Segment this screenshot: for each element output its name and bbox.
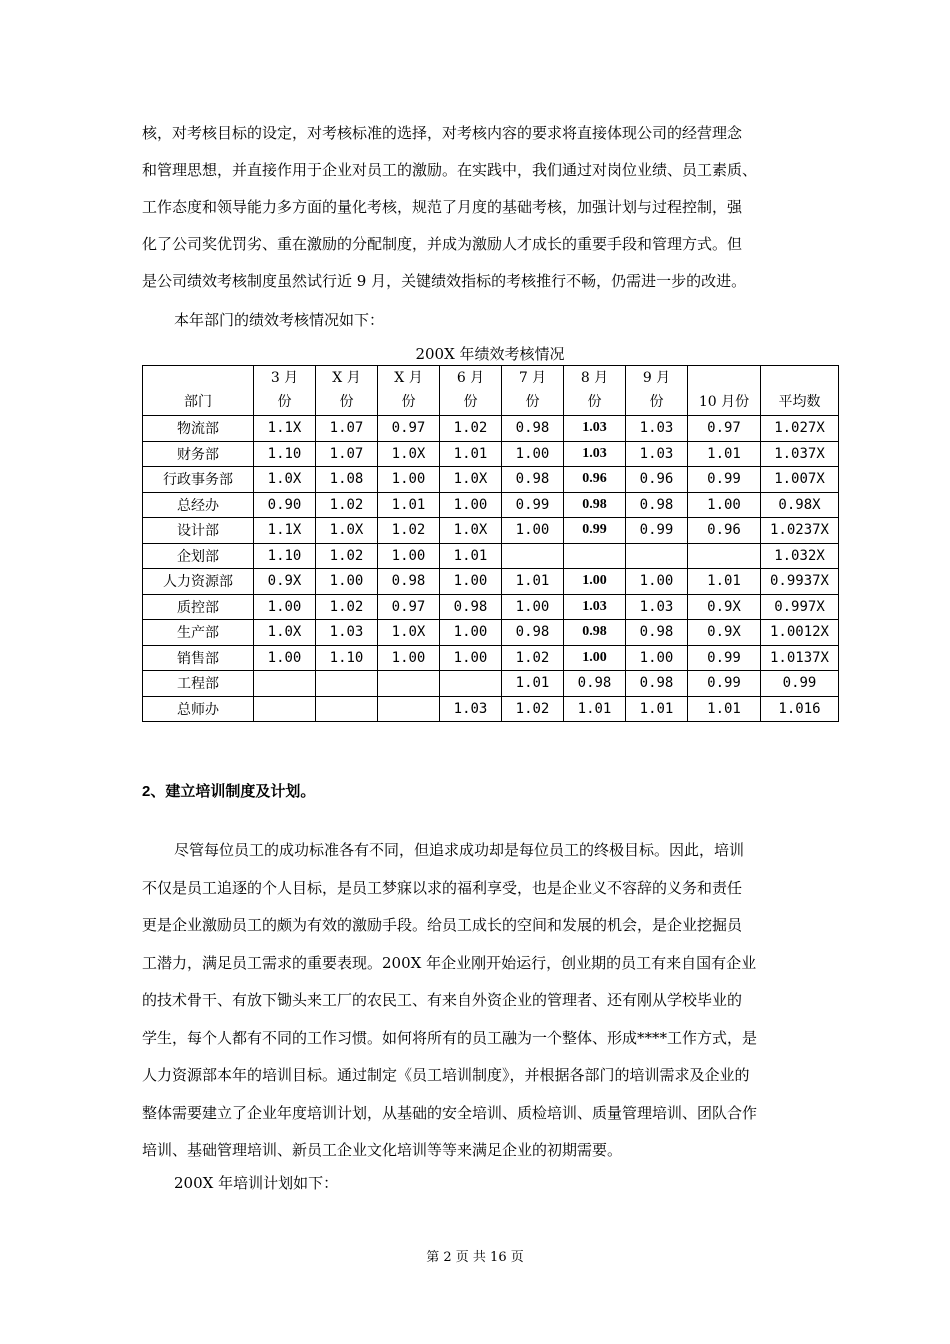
performance-table bbox=[142, 365, 839, 722]
score-cell: 1.02 bbox=[502, 645, 564, 671]
header-month: X 月 份 bbox=[378, 366, 440, 416]
paragraph-training bbox=[142, 832, 814, 1170]
score-cell: 1.007X bbox=[761, 467, 839, 493]
score-cell bbox=[316, 671, 378, 697]
paragraph-line: 更是企业激励员工的颇为有效的激励手段。给员工成长的空间和发展的机会，是企业挖掘员 bbox=[142, 916, 743, 934]
score-cell: 1.00 bbox=[316, 569, 378, 595]
score-cell: 1.02 bbox=[316, 492, 378, 518]
header-month: 3 月 份 bbox=[254, 366, 316, 416]
table-row bbox=[143, 645, 839, 671]
score-cell: 1.00 bbox=[502, 518, 564, 544]
paragraph-line: 的技术骨干、有放下锄头来工厂的农民工、有来自外资企业的管理者、还有刚从学校毕业的 bbox=[142, 991, 743, 1009]
score-cell: 1.0X bbox=[254, 467, 316, 493]
score-cell bbox=[254, 671, 316, 697]
score-cell bbox=[378, 671, 440, 697]
header-month: 6 月 份 bbox=[440, 366, 502, 416]
score-cell: 0.98 bbox=[626, 492, 688, 518]
score-cell: 0.98X bbox=[761, 492, 839, 518]
score-cell: 0.9937X bbox=[761, 569, 839, 595]
dept-cell: 销售部 bbox=[143, 645, 254, 671]
score-cell: 0.96 bbox=[626, 467, 688, 493]
score-cell: 1.00 bbox=[440, 620, 502, 646]
score-cell: 1.02 bbox=[316, 594, 378, 620]
score-cell: 1.0X bbox=[440, 518, 502, 544]
score-cell: 1.10 bbox=[254, 441, 316, 467]
paragraph-performance bbox=[142, 115, 814, 300]
score-cell: 1.01 bbox=[440, 441, 502, 467]
score-cell bbox=[502, 543, 564, 569]
score-cell bbox=[564, 543, 626, 569]
score-cell: 0.9X bbox=[688, 620, 761, 646]
score-cell: 1.01 bbox=[440, 543, 502, 569]
dept-cell: 物流部 bbox=[143, 416, 254, 442]
table-row bbox=[143, 518, 839, 544]
score-cell: 0.9X bbox=[688, 594, 761, 620]
score-cell: 1.0X bbox=[378, 441, 440, 467]
header-month: 8 月 份 bbox=[564, 366, 626, 416]
score-cell: 1.02 bbox=[502, 696, 564, 722]
score-cell: 1.01 bbox=[564, 696, 626, 722]
score-cell: 0.98 bbox=[626, 671, 688, 697]
score-cell: 1.07 bbox=[316, 416, 378, 442]
score-cell: 1.00 bbox=[440, 569, 502, 595]
score-cell: 1.03 bbox=[626, 416, 688, 442]
score-cell: 1.0012X bbox=[761, 620, 839, 646]
score-cell: 1.00 bbox=[502, 441, 564, 467]
score-cell: 1.01 bbox=[378, 492, 440, 518]
score-cell: 0.99 bbox=[688, 645, 761, 671]
score-cell: 0.99 bbox=[564, 518, 626, 544]
score-cell: 0.997X bbox=[761, 594, 839, 620]
paragraph-line: 化了公司奖优罚劣、重在激励的分配制度，并成为激励人才成长的重要手段和管理方式。但 bbox=[142, 235, 743, 253]
paragraph-line: 工作态度和领导能力多方面的量化考核，规范了月度的基础考核，加强计划与过程控制，强 bbox=[142, 198, 743, 216]
score-cell: 0.96 bbox=[564, 467, 626, 493]
score-cell bbox=[688, 543, 761, 569]
page-footer: 第 2 页 共 16 页 bbox=[426, 1250, 524, 1265]
paragraph-line: 培训、基础管理培训、新员工企业文化培训等等来满足企业的初期需要。 bbox=[142, 1141, 623, 1159]
score-cell: 1.00 bbox=[502, 594, 564, 620]
score-cell: 0.9X bbox=[254, 569, 316, 595]
score-cell: 0.98 bbox=[502, 620, 564, 646]
score-cell: 1.00 bbox=[378, 543, 440, 569]
score-cell: 1.0X bbox=[440, 467, 502, 493]
score-cell: 0.99 bbox=[688, 467, 761, 493]
dept-cell: 行政事务部 bbox=[143, 467, 254, 493]
paragraph-line: 不仅是员工追逐的个人目标，是员工梦寐以求的福利享受，也是企业义不容辞的义务和责任 bbox=[142, 878, 743, 897]
dept-cell: 财务部 bbox=[143, 441, 254, 467]
dept-cell: 人力资源部 bbox=[143, 569, 254, 595]
score-cell: 1.037X bbox=[761, 441, 839, 467]
score-cell: 1.02 bbox=[378, 518, 440, 544]
paragraph-line: 人力资源部本年的培训目标。通过制定《员工培训制度》，并根据各部门的培训需求及企业的 bbox=[142, 1066, 750, 1084]
score-cell: 1.03 bbox=[440, 696, 502, 722]
score-cell: 0.98 bbox=[378, 569, 440, 595]
score-cell: 0.97 bbox=[378, 416, 440, 442]
table-row bbox=[143, 492, 839, 518]
score-cell: 0.99 bbox=[761, 671, 839, 697]
table-row bbox=[143, 543, 839, 569]
dept-cell: 企划部 bbox=[143, 543, 254, 569]
score-cell: 1.01 bbox=[502, 671, 564, 697]
score-cell: 1.00 bbox=[378, 645, 440, 671]
paragraph-line: 学生，每个人都有不同的工作习惯。如何将所有的员工融为一个整体、形成****工作方式，是 bbox=[142, 1028, 758, 1047]
score-cell: 1.00 bbox=[378, 467, 440, 493]
score-cell: 1.00 bbox=[626, 645, 688, 671]
score-cell: 1.03 bbox=[564, 416, 626, 442]
paragraph-line: 核，对考核目标的设定，对考核标准的选择，对考核内容的要求将直接体现公司的经营理念 bbox=[142, 124, 743, 142]
table-row bbox=[143, 620, 839, 646]
score-cell: 1.07 bbox=[316, 441, 378, 467]
score-cell: 1.03 bbox=[626, 594, 688, 620]
score-cell: 1.0X bbox=[316, 518, 378, 544]
dept-cell: 生产部 bbox=[143, 620, 254, 646]
table-header-row bbox=[143, 366, 839, 416]
paragraph-line: 尽管每位员工的成功标准各有不同，但追求成功却是每位员工的终极目标。因此，培训 bbox=[174, 841, 745, 859]
header-month: X 月 份 bbox=[316, 366, 378, 416]
training-plan-intro: 200X 年培训计划如下： bbox=[174, 1174, 339, 1192]
score-cell: 0.98 bbox=[502, 467, 564, 493]
score-cell: 0.98 bbox=[564, 492, 626, 518]
score-cell: 1.02 bbox=[316, 543, 378, 569]
score-cell: 1.02 bbox=[440, 416, 502, 442]
header-month: 7 月 份 bbox=[502, 366, 564, 416]
dept-cell: 设计部 bbox=[143, 518, 254, 544]
score-cell: 1.08 bbox=[316, 467, 378, 493]
score-cell: 1.1X bbox=[254, 518, 316, 544]
score-cell: 1.03 bbox=[564, 441, 626, 467]
score-cell: 0.99 bbox=[688, 671, 761, 697]
section-heading: 2、建立培训制度及计划。 bbox=[142, 783, 316, 800]
score-cell: 0.98 bbox=[626, 620, 688, 646]
score-cell: 1.1X bbox=[254, 416, 316, 442]
score-cell: 1.03 bbox=[316, 620, 378, 646]
score-cell: 1.016 bbox=[761, 696, 839, 722]
score-cell: 0.99 bbox=[626, 518, 688, 544]
dept-cell: 质控部 bbox=[143, 594, 254, 620]
score-cell: 0.98 bbox=[502, 416, 564, 442]
score-cell: 1.027X bbox=[761, 416, 839, 442]
paragraph-line: 工潜力，满足员工需求的重要表现。200X 年企业刚开始运行，创业期的员工有来自国有企业 bbox=[142, 953, 757, 972]
score-cell: 1.0X bbox=[254, 620, 316, 646]
score-cell: 0.98 bbox=[440, 594, 502, 620]
score-cell: 0.99 bbox=[502, 492, 564, 518]
score-cell: 1.00 bbox=[564, 569, 626, 595]
score-cell: 1.00 bbox=[564, 645, 626, 671]
score-cell: 0.90 bbox=[254, 492, 316, 518]
score-cell: 1.03 bbox=[564, 594, 626, 620]
table-intro: 本年部门的绩效考核情况如下： bbox=[174, 311, 385, 329]
score-cell: 0.98 bbox=[564, 671, 626, 697]
score-cell: 1.01 bbox=[626, 696, 688, 722]
score-cell: 1.01 bbox=[688, 441, 761, 467]
score-cell: 0.97 bbox=[688, 416, 761, 442]
score-cell: 1.0237X bbox=[761, 518, 839, 544]
paragraph-line: 整体需要建立了企业年度培训计划，从基础的安全培训、质检培训、质量管理培训、团队合作 bbox=[142, 1103, 758, 1122]
dept-cell: 总经办 bbox=[143, 492, 254, 518]
table-row bbox=[143, 569, 839, 595]
score-cell: 1.00 bbox=[440, 492, 502, 518]
score-cell bbox=[316, 696, 378, 722]
score-cell: 1.00 bbox=[626, 569, 688, 595]
score-cell bbox=[378, 696, 440, 722]
header-average: 平均数 bbox=[761, 366, 839, 416]
paragraph-line: 是公司绩效考核制度虽然试行近 9 月，关键绩效指标的考核推行不畅，仍需进一步的改进。 bbox=[142, 272, 747, 290]
score-cell bbox=[254, 696, 316, 722]
score-cell: 1.01 bbox=[502, 569, 564, 595]
table-row bbox=[143, 467, 839, 493]
score-cell: 0.97 bbox=[378, 594, 440, 620]
score-cell: 1.01 bbox=[688, 696, 761, 722]
score-cell bbox=[440, 671, 502, 697]
score-cell: 1.0137X bbox=[761, 645, 839, 671]
dept-cell: 总师办 bbox=[143, 696, 254, 722]
table-row bbox=[143, 671, 839, 697]
score-cell: 0.96 bbox=[688, 518, 761, 544]
score-cell: 1.01 bbox=[688, 569, 761, 595]
table-caption: 200X 年绩效考核情况 bbox=[415, 345, 565, 363]
score-cell: 1.00 bbox=[254, 594, 316, 620]
dept-cell: 工程部 bbox=[143, 671, 254, 697]
header-dept: 部门 bbox=[143, 366, 254, 416]
header-month: 9 月 份 bbox=[626, 366, 688, 416]
score-cell: 1.032X bbox=[761, 543, 839, 569]
score-cell: 0.98 bbox=[564, 620, 626, 646]
table-row bbox=[143, 594, 839, 620]
score-cell bbox=[626, 543, 688, 569]
score-cell: 1.03 bbox=[626, 441, 688, 467]
score-cell: 1.00 bbox=[440, 645, 502, 671]
table-row bbox=[143, 441, 839, 467]
score-cell: 1.10 bbox=[254, 543, 316, 569]
score-cell: 1.10 bbox=[316, 645, 378, 671]
score-cell: 1.0X bbox=[378, 620, 440, 646]
score-cell: 1.00 bbox=[688, 492, 761, 518]
score-cell: 1.00 bbox=[254, 645, 316, 671]
table-row bbox=[143, 416, 839, 442]
paragraph-line: 和管理思想，并直接作用于企业对员工的激励。在实践中，我们通过对岗位业绩、员工素质、 bbox=[142, 161, 758, 179]
table-row bbox=[143, 696, 839, 722]
header-month: 10 月份 bbox=[688, 366, 761, 416]
